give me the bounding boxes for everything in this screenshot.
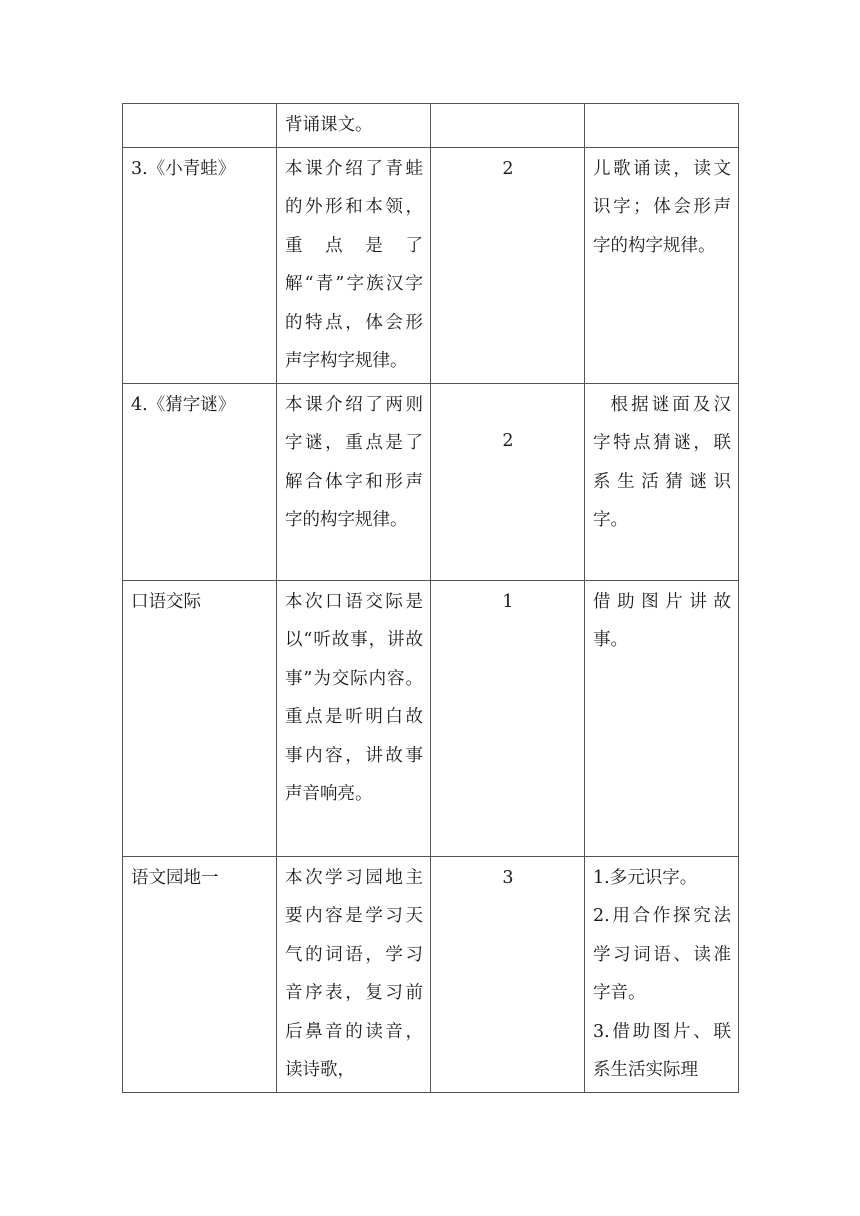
lesson-cell: 3.《小青蛙》 <box>123 147 277 383</box>
method-item: 2.用合作探究法学习词语、读准字音。 <box>593 906 731 1003</box>
method-cell: 根据谜面及汉字特点猜谜，联系生活猜谜识字。 <box>585 383 739 580</box>
hours-cell: 2 <box>431 147 585 383</box>
hours-cell: 2 <box>431 383 585 580</box>
content-cell: 本课介绍了青蛙的外形和本领，重点是了解“青”字族汉字的特点，体会形声字构字规律。 <box>277 147 431 383</box>
method-item: 3.借助图片、联系生活实际理 <box>593 1021 731 1080</box>
lesson-cell: 语文园地一 <box>123 856 277 1092</box>
method-cell <box>585 104 739 148</box>
lesson-cell <box>123 104 277 148</box>
hours-cell: 1 <box>431 580 585 856</box>
method-cell: 儿歌诵读，读文识字；体会形声字的构字规律。 <box>585 147 739 383</box>
table-row <box>123 147 739 383</box>
table-row <box>123 580 739 856</box>
hours-cell: 3 <box>431 856 585 1092</box>
table-row <box>123 383 739 580</box>
content-cell: 背诵课文。 <box>277 104 431 148</box>
method-item: 1.多元识字。 <box>593 867 698 888</box>
content-cell: 本课介绍了两则字谜，重点是了解合体字和形声字的构字规律。 <box>277 383 431 580</box>
method-cell <box>585 856 739 1092</box>
lesson-cell: 口语交际 <box>123 580 277 856</box>
lesson-cell: 4.《猜字谜》 <box>123 383 277 580</box>
content-cell: 本次口语交际是以“听故事，讲故事”为交际内容。重点是听明白故事内容，讲故事声音响亮。 <box>277 580 431 856</box>
hours-cell <box>431 104 585 148</box>
content-cell: 本次学习园地主要内容是学习天气的词语，学习音序表，复习前后鼻音的读音，读诗歌， <box>277 856 431 1092</box>
table-row <box>123 104 739 148</box>
teaching-plan-table <box>122 103 739 1093</box>
table-row <box>123 856 739 1092</box>
method-cell: 借助图片讲故事。 <box>585 580 739 856</box>
